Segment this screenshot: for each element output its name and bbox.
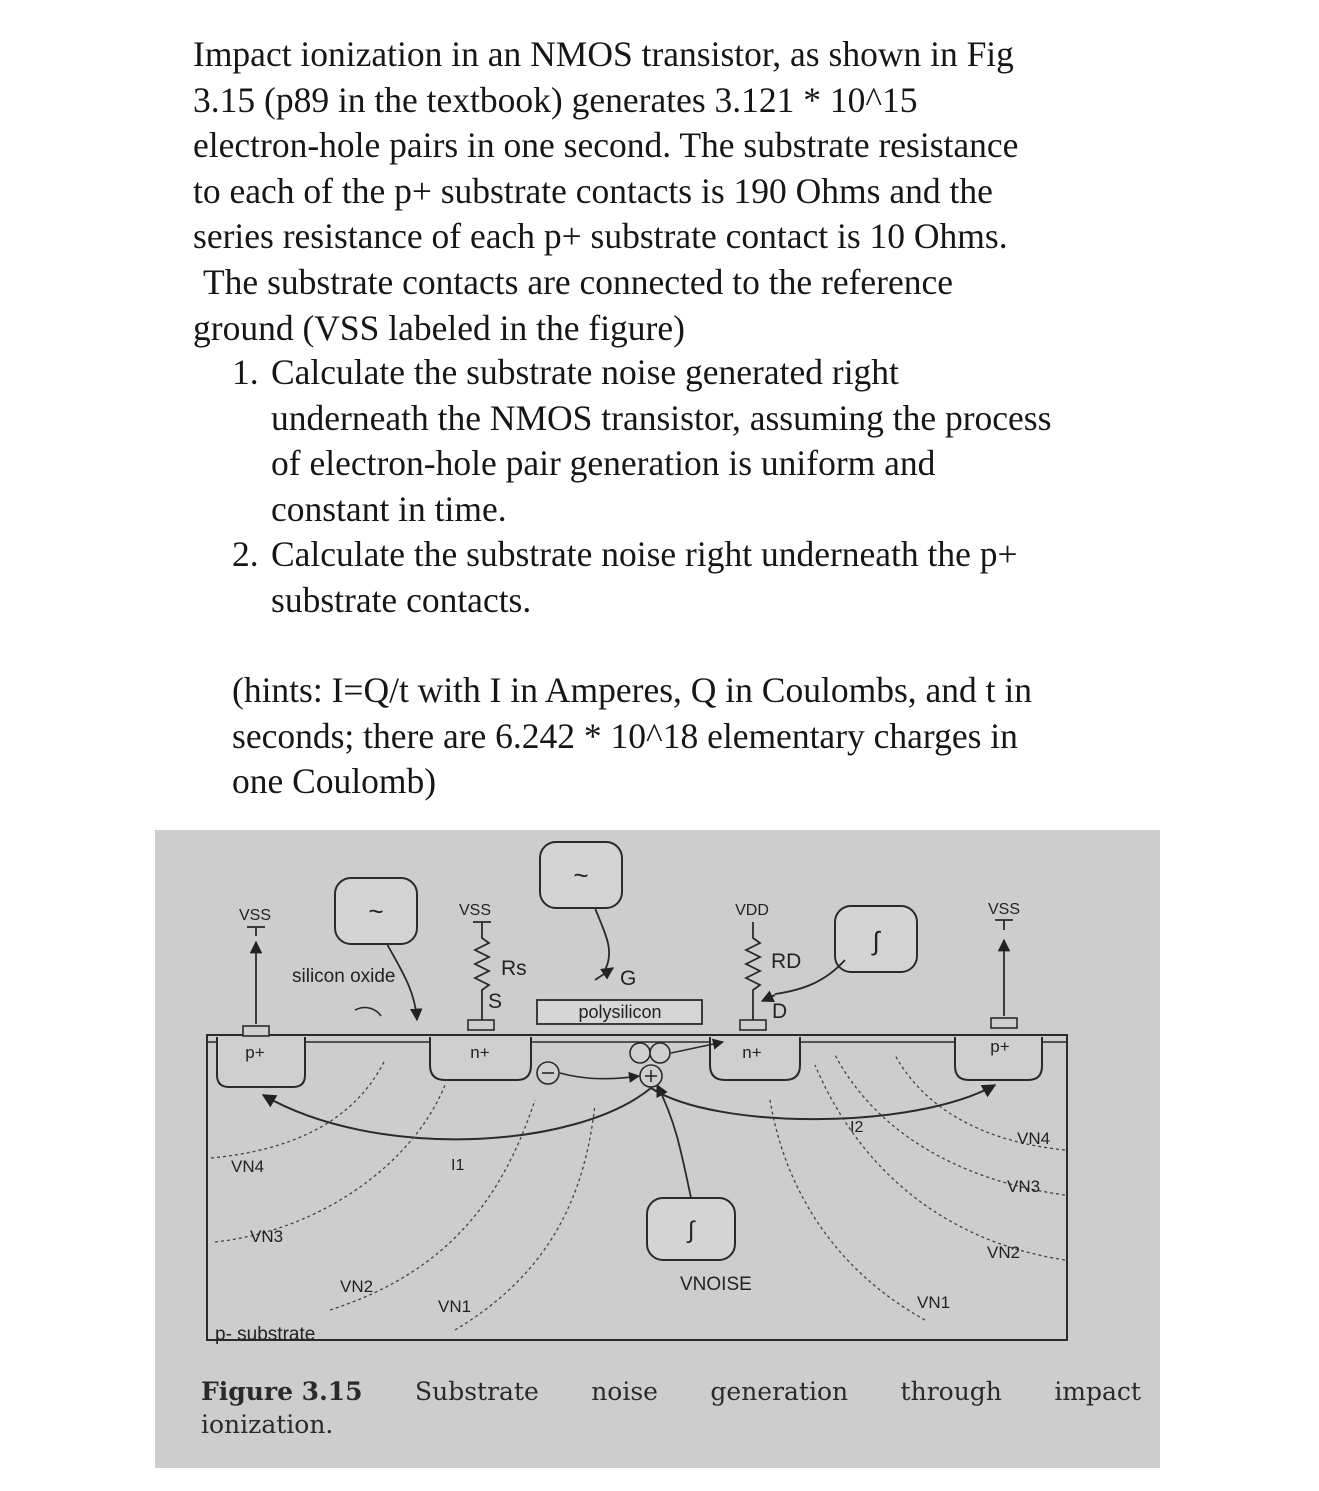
hint-line: one Coulomb) <box>232 761 437 802</box>
pplus-label: p+ <box>245 1043 265 1062</box>
caption-word: impact <box>1054 1377 1141 1406</box>
statement-line: electron-hole pairs in one second. The substrate resistance <box>193 125 1019 166</box>
i2-label: I2 <box>850 1119 864 1136</box>
question-number: 1. <box>232 352 259 392</box>
tilde-symbol: ~ <box>368 896 384 926</box>
polysilicon-label: polysilicon <box>578 1002 662 1022</box>
vn2-label: VN2 <box>987 1243 1021 1262</box>
question-line: substrate contacts. <box>271 579 532 620</box>
vn3-label: VN3 <box>1007 1177 1041 1196</box>
p-substrate-label: p- substrate <box>215 1324 316 1345</box>
source-label: S <box>488 990 503 1013</box>
drain-label: D <box>772 1000 788 1023</box>
i1-label: I1 <box>451 1157 465 1174</box>
vss-label: VSS <box>987 901 1021 918</box>
nplus-label: n+ <box>470 1043 490 1062</box>
statement-line: The substrate contacts are connected to the reference <box>203 261 954 302</box>
hint-line: (hints: I=Q/t with I in Amperes, Q in Coulombs, and t in <box>232 670 1032 710</box>
figure-number: Figure 3.15 <box>201 1377 363 1406</box>
substrate-noise-figure <box>155 830 1160 1468</box>
silicon-oxide-label: silicon oxide <box>292 966 396 987</box>
hints-block <box>232 668 1152 805</box>
question-line: constant in time. <box>271 488 507 529</box>
caption-word: Substrate <box>414 1377 539 1406</box>
question-line: of electron-hole pair generation is uniform and <box>271 443 936 484</box>
gate-label: G <box>620 967 637 990</box>
vn3-label: VN3 <box>250 1227 284 1246</box>
vn2-label: VN2 <box>340 1277 374 1296</box>
hint-line: seconds; there are 6.242 * 10^18 elementary charges in <box>232 715 1018 756</box>
vn4-label: VN4 <box>231 1157 265 1176</box>
tilde-symbol: ~ <box>573 860 589 890</box>
wave-symbol: ∫ <box>687 1217 695 1244</box>
question-number: 2. <box>232 534 259 575</box>
vss-label: VSS <box>238 907 272 924</box>
nplus-label: n+ <box>742 1043 762 1062</box>
question-line: underneath the NMOS transistor, assuming the process <box>271 397 1052 438</box>
caption-line <box>201 1375 1141 1408</box>
vdd-label: VDD <box>735 902 769 919</box>
question-item <box>232 532 1152 623</box>
caption-word: noise <box>591 1377 658 1406</box>
statement-line: ground (VSS labeled in the figure) <box>193 307 685 348</box>
question-list <box>232 350 1152 624</box>
vn4-label: VN4 <box>1017 1129 1051 1148</box>
statement-line: Impact ionization in an NMOS transistor, as shown in Fig <box>193 34 1014 74</box>
caption-word: through <box>900 1377 1002 1406</box>
question-item <box>232 350 1152 532</box>
vn1-label: VN1 <box>917 1293 951 1312</box>
caption-line: ionization. <box>201 1410 334 1439</box>
vnoise-label: VNOISE <box>680 1274 752 1295</box>
pplus-label: p+ <box>990 1037 1010 1056</box>
rd-label: RD <box>771 950 802 973</box>
vss-label: VSS <box>458 902 492 919</box>
statement-line: series resistance of each p+ substrate contact is 10 Ohms. <box>193 216 1008 257</box>
caption-word: generation <box>710 1377 849 1406</box>
statement-line: 3.15 (p89 in the textbook) generates 3.121 * 10^15 <box>193 79 918 120</box>
problem-statement <box>193 32 1143 351</box>
wave-symbol: ∫ <box>872 926 880 956</box>
rs-label: Rs <box>501 957 527 980</box>
statement-line: to each of the p+ substrate contacts is 190 Ohms and the <box>193 170 993 211</box>
vn1-label: VN1 <box>438 1297 472 1316</box>
figure-caption <box>201 1375 1141 1441</box>
figure-photo <box>155 830 1160 1468</box>
question-line: Calculate the substrate noise generated right <box>271 352 899 392</box>
question-line: Calculate the substrate noise right underneath the p+ <box>271 534 1018 575</box>
